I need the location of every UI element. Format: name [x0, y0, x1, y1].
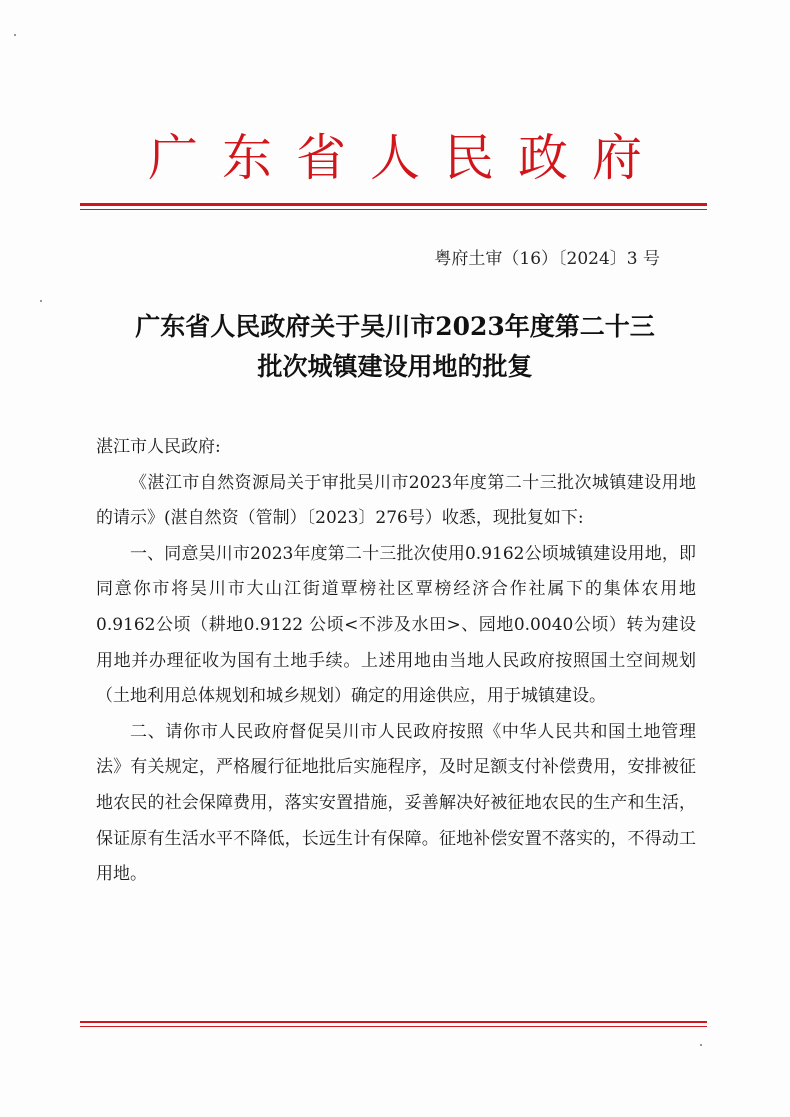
salutation: 湛江市人民政府:: [96, 437, 221, 457]
document-title-line-2: 批次城镇建设用地的批复: [257, 352, 533, 381]
scan-speck: [700, 1044, 702, 1046]
footer-red-rule: [80, 1021, 707, 1023]
document-number: 粤府土审（16）〔2024〕3 号: [434, 249, 660, 269]
body-paragraph-3: 二、请你市人民政府督促吴川市人民政府按照《中华人民共和国土地管理法》有关规定，严格履行征地批后实施程序，及时足额支付补偿费用，安排被征地农民的社会保障费用，落实安置措施，妥善解决好被征地农民的生产和生活，保证原有生活水平不降低，长远生计有保障。征地补偿安置不落实的，不得动工用地。: [96, 721, 696, 885]
header-red-rule: [80, 203, 707, 206]
scan-speck: [14, 34, 16, 36]
scan-speck: [40, 300, 42, 302]
document-title: [0, 307, 790, 387]
document-title-line-1: 广东省人民政府关于吴川市2023年度第二十三: [135, 312, 655, 341]
document-body: [96, 430, 696, 893]
body-paragraph-1: 《湛江市自然资源局关于审批吴川市2023年度第二十三批次城镇建设用地的请示》(湛自然资（管制）〔2023〕276号）收悉，现批复如下:: [96, 472, 696, 529]
masthead-title: 广东省人民政府: [148, 129, 666, 187]
body-paragraph-2: 一、同意吴川市2023年度第二十三批次使用0.9162公顷城镇建设用地，即同意你市将吴川市大山江街道覃榜社区覃榜经济合作社属下的集体农用地0.9162公顷（耕地0.9122 公顷<不涉及水田>、园地0.0040公顷）转为建设用地并办理征收为国有土地手续。上述用地由当地人民政府按照国土空间规划（土地利用总体规划和城乡规划）确定的用途供应，用于城镇建设。: [96, 543, 696, 707]
header-red-rule-thin: [80, 209, 707, 210]
footer-red-rule-thin: [80, 1026, 707, 1027]
